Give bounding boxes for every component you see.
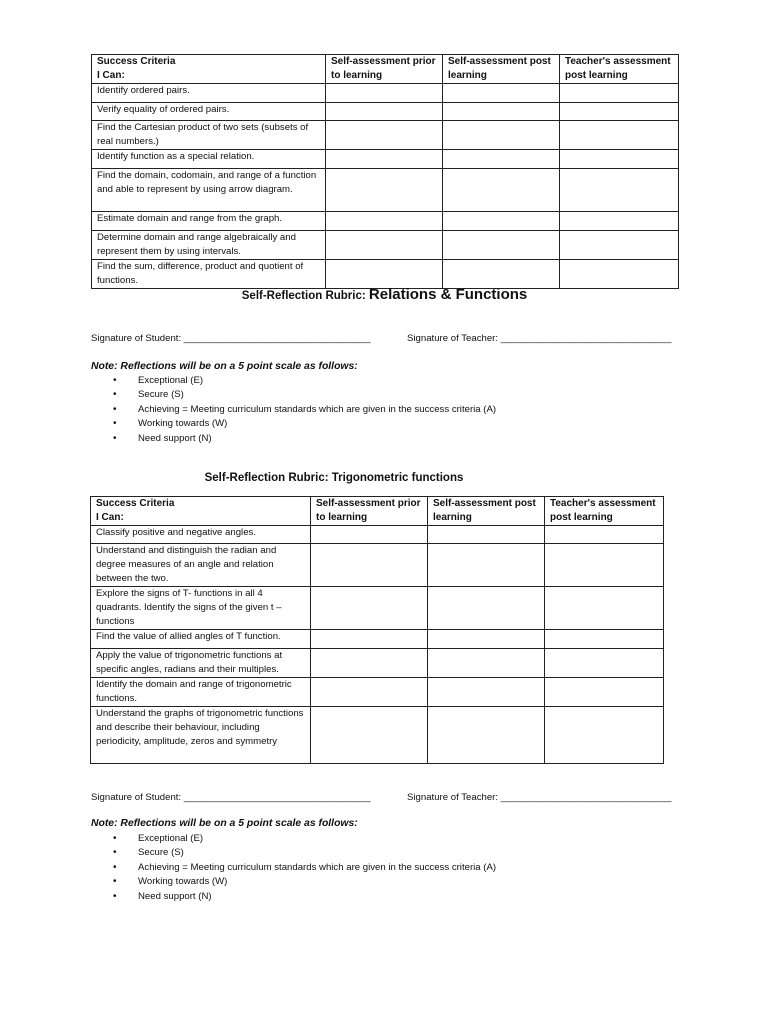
- teacher-cell[interactable]: [545, 707, 664, 764]
- criteria-cell: Understand the graphs of trigonometric functions and describe their behaviour, including periodicity, amplitude, zeros and symmetry: [91, 707, 311, 764]
- criteria-cell: Verify equality of ordered pairs.: [92, 103, 326, 121]
- post-cell[interactable]: [443, 260, 560, 289]
- rubric-table-relations: [91, 54, 679, 289]
- teacher-cell[interactable]: [560, 121, 679, 150]
- rubric-table-trigonometric: [90, 496, 664, 764]
- teacher-cell[interactable]: [560, 84, 679, 103]
- header-prior: Self-assessment prior to learning: [326, 55, 443, 84]
- list-item: • Achieving = Meeting curriculum standards which are given in the success criteria (A): [91, 403, 496, 417]
- list-item: • Need support (N): [91, 432, 496, 446]
- teacher-cell[interactable]: [560, 212, 679, 231]
- bullet-icon: •: [113, 403, 117, 415]
- table-row: [92, 121, 679, 150]
- post-cell[interactable]: [443, 231, 560, 260]
- table-row: [92, 231, 679, 260]
- prior-cell[interactable]: [311, 544, 428, 587]
- teacher-cell[interactable]: [545, 526, 664, 544]
- teacher-cell[interactable]: [560, 150, 679, 169]
- bullet-icon: •: [113, 389, 117, 401]
- list-item: • Secure (S): [91, 388, 496, 402]
- criteria-cell: Apply the value of trigonometric functions at specific angles, radians and their multiples.: [91, 649, 311, 678]
- bullet-icon: •: [113, 375, 117, 386]
- list-item: • Exceptional (E): [91, 374, 496, 388]
- table-row: [91, 544, 664, 587]
- bullet-icon: •: [113, 432, 117, 444]
- prior-cell[interactable]: [326, 121, 443, 150]
- criteria-cell: Estimate domain and range from the graph.: [92, 212, 326, 231]
- header-success-criteria: Success Criteria I Can:: [92, 55, 326, 84]
- post-cell[interactable]: [428, 649, 545, 678]
- table-row: [92, 169, 679, 212]
- prior-cell[interactable]: [311, 649, 428, 678]
- table-row: [91, 649, 664, 678]
- bullet-icon: •: [113, 418, 117, 430]
- student-signature: Signature of Student: ___________________________________: [91, 792, 371, 803]
- scale-note-heading: Note: Reflections will be on a 5 point scale as follows:: [91, 818, 358, 829]
- table-row: [91, 678, 664, 707]
- post-cell[interactable]: [443, 103, 560, 121]
- criteria-cell: Explore the signs of T- functions in all 4 quadrants. Identify the signs of the given t – functions: [91, 587, 311, 630]
- header-teacher: Teacher's assessment post learning: [545, 497, 664, 526]
- post-cell[interactable]: [428, 678, 545, 707]
- teacher-cell[interactable]: [545, 649, 664, 678]
- post-cell[interactable]: [443, 121, 560, 150]
- criteria-cell: Find the sum, difference, product and quotient of functions.: [92, 260, 326, 289]
- prior-cell[interactable]: [311, 707, 428, 764]
- post-cell[interactable]: [428, 707, 545, 764]
- header-success-criteria: Success Criteria I Can:: [91, 497, 311, 526]
- table-row: [91, 587, 664, 630]
- bullet-icon: •: [113, 847, 117, 859]
- post-cell[interactable]: [428, 526, 545, 544]
- header-post: Self-assessment post learning: [443, 55, 560, 84]
- list-item: • Exceptional (E): [91, 832, 496, 846]
- header-post: Self-assessment post learning: [428, 497, 545, 526]
- teacher-cell[interactable]: [545, 678, 664, 707]
- scale-list: [91, 832, 496, 904]
- prior-cell[interactable]: [326, 260, 443, 289]
- table-row: [92, 103, 679, 121]
- teacher-signature: Signature of Teacher: ________________________________: [407, 333, 672, 344]
- prior-cell[interactable]: [311, 678, 428, 707]
- list-item: • Need support (N): [91, 890, 496, 904]
- post-cell[interactable]: [443, 169, 560, 212]
- list-item: • Achieving = Meeting curriculum standards which are given in the success criteria (A): [91, 861, 496, 875]
- header-teacher: Teacher's assessment post learning: [560, 55, 679, 84]
- table-row: [91, 526, 664, 544]
- bullet-icon: •: [113, 861, 117, 873]
- student-signature: Signature of Student: ___________________________________: [91, 333, 371, 344]
- prior-cell[interactable]: [326, 84, 443, 103]
- list-item: • Working towards (W): [91, 417, 496, 431]
- teacher-cell[interactable]: [560, 103, 679, 121]
- table-header-row: [92, 55, 679, 84]
- bullet-icon: •: [113, 890, 117, 902]
- prior-cell[interactable]: [326, 150, 443, 169]
- bullet-icon: •: [113, 833, 117, 844]
- table-row: [91, 707, 664, 764]
- teacher-cell[interactable]: [545, 587, 664, 630]
- criteria-cell: Find the value of allied angles of T function.: [91, 630, 311, 649]
- post-cell[interactable]: [443, 84, 560, 103]
- table-row: [92, 260, 679, 289]
- rubric-title-relations: Self-Reflection Rubric: Relations & Functions: [241, 286, 528, 303]
- list-item: • Working towards (W): [91, 875, 496, 889]
- post-cell[interactable]: [443, 212, 560, 231]
- scale-note-heading: Note: Reflections will be on a 5 point scale as follows:: [91, 361, 358, 372]
- prior-cell[interactable]: [326, 103, 443, 121]
- prior-cell[interactable]: [326, 212, 443, 231]
- list-item: • Secure (S): [91, 846, 496, 860]
- table-row: [92, 84, 679, 103]
- criteria-cell: Classify positive and negative angles.: [91, 526, 311, 544]
- post-cell[interactable]: [428, 587, 545, 630]
- table-row: [91, 630, 664, 649]
- table-header-row: [91, 497, 664, 526]
- criteria-cell: Understand and distinguish the radian and degree measures of an angle and relation between the two.: [91, 544, 311, 587]
- teacher-cell[interactable]: [545, 544, 664, 587]
- prior-cell[interactable]: [326, 169, 443, 212]
- rubric-title-trigonometric: Self-Reflection Rubric: Trigonometric functions: [204, 472, 464, 484]
- post-cell[interactable]: [443, 150, 560, 169]
- prior-cell[interactable]: [326, 231, 443, 260]
- teacher-cell[interactable]: [560, 169, 679, 212]
- post-cell[interactable]: [428, 544, 545, 587]
- criteria-cell: Determine domain and range algebraically and represent them by using intervals.: [92, 231, 326, 260]
- criteria-cell: Identify ordered pairs.: [92, 84, 326, 103]
- criteria-cell: Identify function as a special relation.: [92, 150, 326, 169]
- criteria-cell: Find the domain, codomain, and range of a function and able to represent by using arrow diagram.: [92, 169, 326, 212]
- criteria-cell: Identify the domain and range of trigonometric functions.: [91, 678, 311, 707]
- teacher-signature: Signature of Teacher: ________________________________: [407, 792, 672, 803]
- bullet-icon: •: [113, 876, 117, 888]
- prior-cell[interactable]: [311, 526, 428, 544]
- teacher-cell[interactable]: [560, 260, 679, 289]
- table-row: [92, 212, 679, 231]
- prior-cell[interactable]: [311, 587, 428, 630]
- scale-list: [91, 374, 496, 446]
- teacher-cell[interactable]: [560, 231, 679, 260]
- teacher-cell[interactable]: [545, 630, 664, 649]
- header-prior: Self-assessment prior to learning: [311, 497, 428, 526]
- criteria-cell: Find the Cartesian product of two sets (subsets of real numbers.): [92, 121, 326, 150]
- table-row: [92, 150, 679, 169]
- prior-cell[interactable]: [311, 630, 428, 649]
- post-cell[interactable]: [428, 630, 545, 649]
